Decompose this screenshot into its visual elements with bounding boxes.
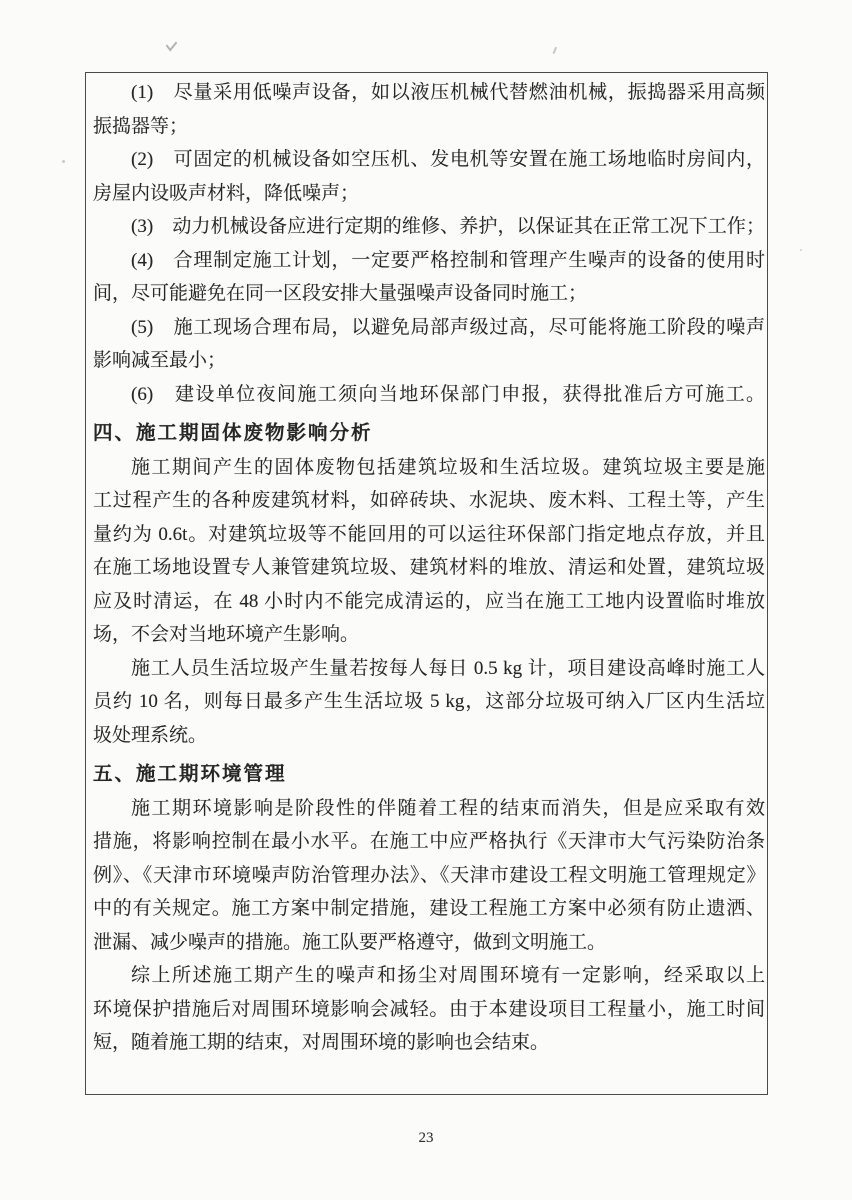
text-line: 泄漏、减少噪声的措施。施工队要严格遵守，做到文明施工。 <box>93 931 607 953</box>
text-line: 房屋内设吸声材料，降低噪声； <box>93 182 360 204</box>
noise-control-item-6 <box>93 378 765 412</box>
text-line: 振捣器等； <box>93 115 189 137</box>
text-line: 短，随着施工期的结束，对周围环境的影响也会结束。 <box>93 1032 550 1053</box>
section-heading-solid-waste <box>93 417 765 451</box>
text-line: (4) 合理制定施工计划，一定要严格控制和管理产生噪声的设备的使用时 <box>131 249 765 271</box>
text-line: (6) 建设单位夜间施工须向当地环保部门申报，获得批准后方可施工。 <box>131 383 765 405</box>
env-management-paragraph <box>93 792 765 960</box>
text-line: 间，尽可能避免在同一区段安排大量强噪声设备同时施工； <box>93 283 588 304</box>
text-line: (3) 动力机械设备应进行定期的维修、养护，以保证其在正常工况下工作； <box>131 216 765 237</box>
text-line: 员约 10 名，则每日最多产生生活垃圾 5 kg，这部分垃圾可纳入厂区内生活垃 <box>93 691 765 712</box>
text-line: 影响减至最小； <box>93 350 227 371</box>
text-line: 工过程产生的各种废建筑材料，如碎砖块、水泥块、废木料、工程土等，产生 <box>93 490 765 511</box>
text-line: 施工期间产生的固体废物包括建筑垃圾和生活垃圾。建筑垃圾主要是施 <box>131 456 765 478</box>
noise-control-item-4 <box>93 244 765 311</box>
text-line: (1) 尽量采用低噪声设备，如以液压机械代替燃油机械，振捣器采用高频 <box>131 82 765 103</box>
section-title: 四、施工期固体废物影响分析 <box>93 423 373 444</box>
scan-artifact-check <box>166 37 177 51</box>
text-line: 应及时清运，在 48 小时内不能完成清运的，应当在施工工地内设置临时堆放 <box>93 590 765 612</box>
document-frame <box>85 72 768 1095</box>
text-line: 综上所述施工期产生的噪声和扬尘对周围环境有一定影响，经采取以上 <box>131 965 765 986</box>
text-line: 环境保护措施后对周围环境影响会减轻。由于本建设项目工程量小，施工时间 <box>93 998 765 1020</box>
text-line: 例》、《天津市环境噪声防治管理办法》、《天津市建设工程文明施工管理规定》 <box>93 864 765 886</box>
section-title: 五、施工期环境管理 <box>93 764 287 785</box>
text-line: 场，不会对当地环境产生影响。 <box>93 624 360 645</box>
scan-speck <box>62 160 65 163</box>
text-line: 圾处理系统。 <box>93 724 208 746</box>
text-line: 施工期环境影响是阶段性的伴随着工程的结束而消失，但是应采取有效 <box>131 797 765 819</box>
conclusion-paragraph <box>93 959 765 1060</box>
noise-control-item-2 <box>93 143 765 210</box>
section-heading-env-management <box>93 758 765 792</box>
text-line: 量约为 0.6t。对建筑垃圾等不能回用的可以运往环保部门指定地点存放，并且 <box>93 523 765 545</box>
text-line: 施工人员生活垃圾产生量若按每人每日 0.5 kg 计，项目建设高峰时施工人 <box>131 657 765 679</box>
text-line: 中的有关规定。施工方案中制定措施，建设工程施工方案中必须有防止遗洒、 <box>93 898 765 919</box>
text-line: 在施工场地设置专人兼管建筑垃圾、建筑材料的堆放、清运和处置，建筑垃圾 <box>93 557 765 578</box>
text-line: 措施，将影响控制在最小水平。在施工中应严格执行《天津市大气污染防治条 <box>93 831 765 852</box>
noise-control-item-5 <box>93 311 765 378</box>
page-number: 23 <box>418 1130 434 1146</box>
noise-control-item-1 <box>93 76 765 143</box>
solid-waste-paragraph-2 <box>93 652 765 753</box>
text-line: (2) 可固定的机械设备如空压机、发电机等安置在施工场地临时房间内， <box>131 149 765 170</box>
scan-artifact-tick <box>548 45 557 54</box>
noise-control-item-3 <box>93 210 765 244</box>
solid-waste-paragraph-1 <box>93 451 765 652</box>
text-line: (5) 施工现场合理布局，以避免局部声级过高，尽可能将施工阶段的噪声 <box>131 316 765 338</box>
scan-speck <box>800 249 802 251</box>
